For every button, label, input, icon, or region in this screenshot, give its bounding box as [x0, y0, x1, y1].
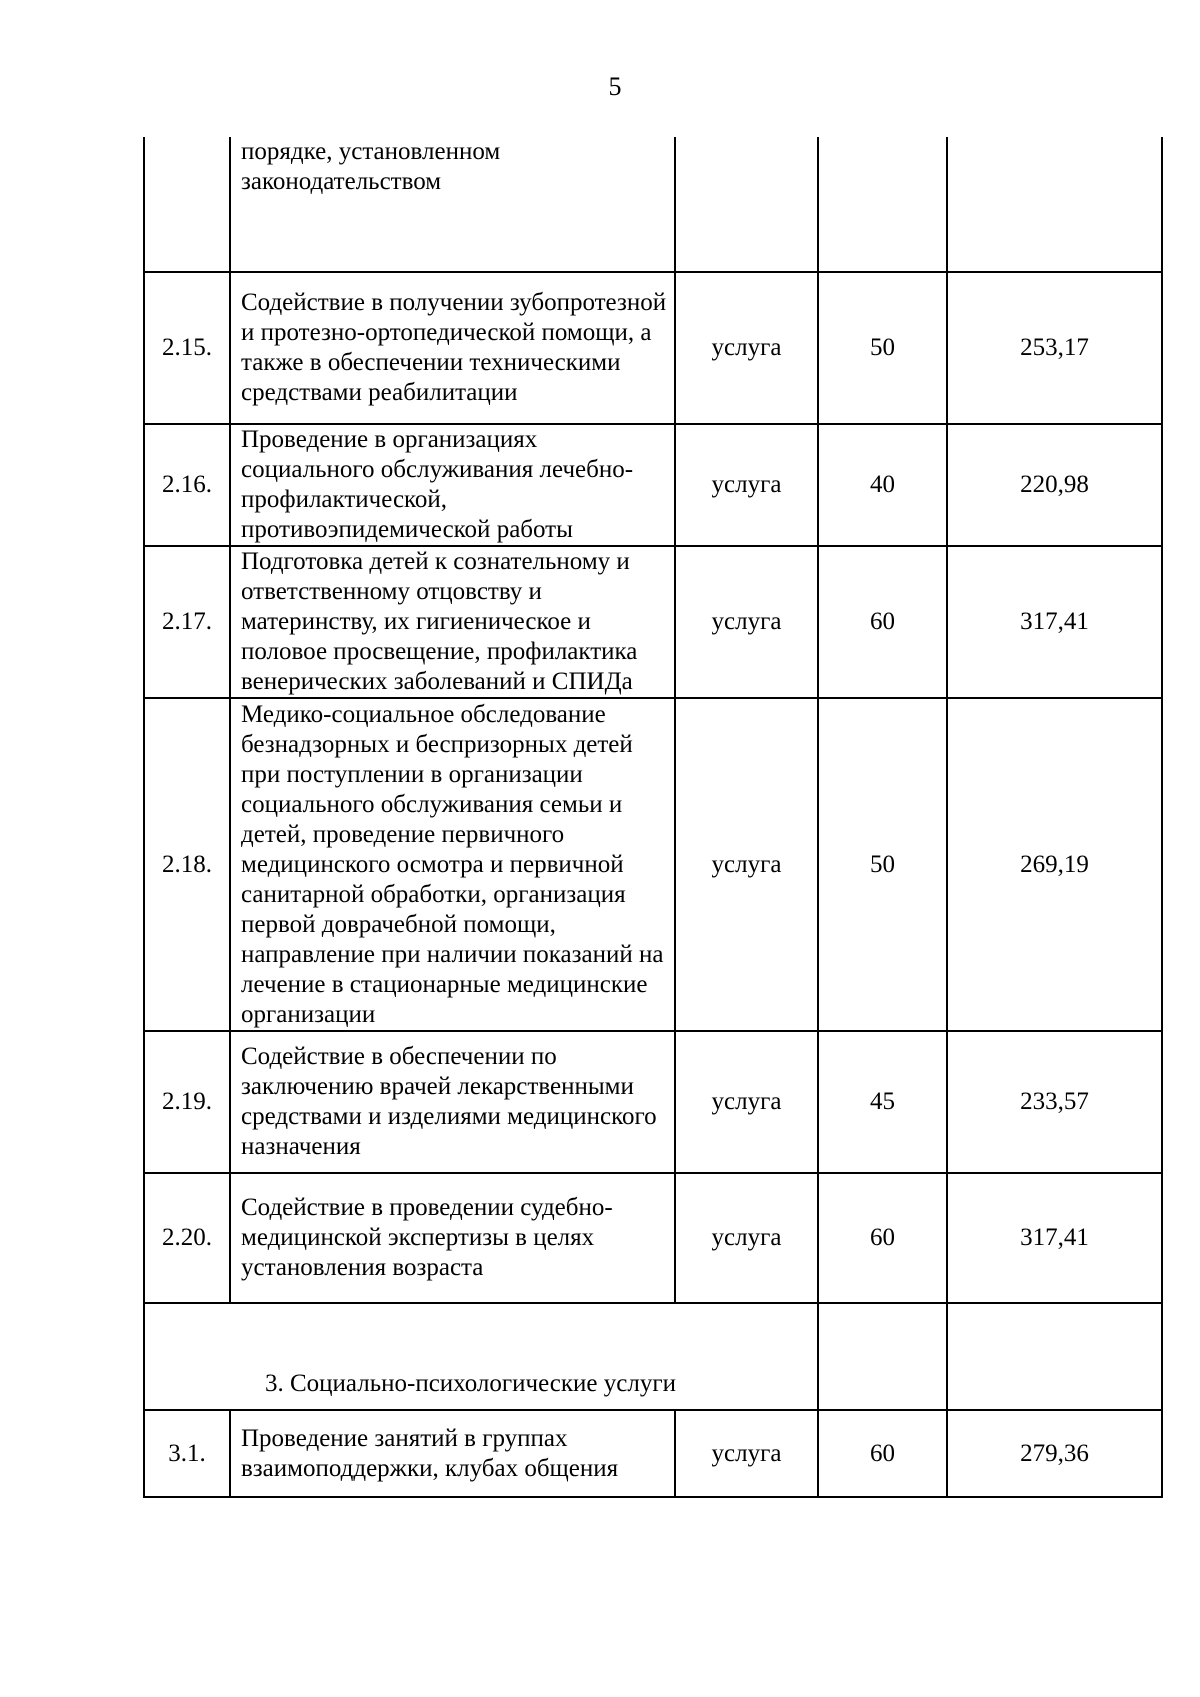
cell-time: 45	[818, 1031, 947, 1173]
cell-unit: услуга	[675, 698, 818, 1031]
cell-price: 233,57	[947, 1031, 1162, 1173]
cell-service-name: Проведение занятий в группах взаимоподдержки, клубах общения	[230, 1410, 675, 1497]
cell-unit: услуга	[675, 546, 818, 698]
cell-price: 317,41	[947, 546, 1162, 698]
cell-number: 2.20.	[144, 1173, 230, 1303]
cell-price	[947, 137, 1162, 272]
cell-price: 317,41	[947, 1173, 1162, 1303]
cell-time: 40	[818, 424, 947, 546]
table-row-continued	[144, 137, 1162, 272]
cell-service-name: порядке, установленном законодательством	[230, 137, 675, 272]
cell-unit: услуга	[675, 1031, 818, 1173]
cell-time: 60	[818, 1410, 947, 1497]
cell-service-name: Медико-социальное обследование безнадзорных и беспризорных детей при поступлении в организации социального обслуживания семьи и детей, проведение первичного медицинского осмотра и первичной санитарной обработки, организация первой доврачебной помощи, направление при наличии показаний на лечение в стационарные медицинские организации	[230, 698, 675, 1031]
cell-number: 2.16.	[144, 424, 230, 546]
cell-service-name: Содействие в обеспечении по заключению врачей лекарственными средствами и изделиями медицинского назначения	[230, 1031, 675, 1173]
cell-price	[947, 1303, 1162, 1410]
cell-number: 3.1.	[144, 1410, 230, 1497]
cell-unit	[675, 137, 818, 272]
section-header-row	[144, 1303, 1162, 1410]
cell-unit: услуга	[675, 1410, 818, 1497]
section-title: 3. Социально-психологические услуги	[144, 1303, 818, 1410]
services-table	[143, 137, 1163, 1498]
cell-time	[818, 1303, 947, 1410]
cell-number: 2.19.	[144, 1031, 230, 1173]
cell-price: 279,36	[947, 1410, 1162, 1497]
cell-service-name: Подготовка детей к сознательному и ответственному отцовству и материнству, их гигиеническое и половое просвещение, профилактика венерических заболеваний и СПИДа	[230, 546, 675, 698]
cell-unit: услуга	[675, 1173, 818, 1303]
cell-service-name: Содействие в получении зубопротезной и протезно-ортопедической помощи, а также в обеспечении техническими средствами реабилитации	[230, 272, 675, 424]
cell-time	[818, 137, 947, 272]
cell-unit: услуга	[675, 272, 818, 424]
cell-number: 2.18.	[144, 698, 230, 1031]
cell-number	[144, 137, 230, 272]
cell-price: 253,17	[947, 272, 1162, 424]
table-row-2-19	[144, 1031, 1162, 1173]
table-row-2-15	[144, 272, 1162, 424]
cell-time: 60	[818, 1173, 947, 1303]
page-number: 5	[608, 72, 622, 101]
cell-service-name: Проведение в организациях социального обслуживания лечебно-профилактической, противоэпидемической работы	[230, 424, 675, 546]
cell-time: 60	[818, 546, 947, 698]
table-row-2-17	[144, 546, 1162, 698]
cell-time: 50	[818, 698, 947, 1031]
cell-time: 50	[818, 272, 947, 424]
cell-number: 2.15.	[144, 272, 230, 424]
table-row-2-18	[144, 698, 1162, 1031]
cell-price: 269,19	[947, 698, 1162, 1031]
cell-number: 2.17.	[144, 546, 230, 698]
cell-service-name: Содействие в проведении судебно-медицинской экспертизы в целях установления возраста	[230, 1173, 675, 1303]
table-row-2-20	[144, 1173, 1162, 1303]
cell-price: 220,98	[947, 424, 1162, 546]
table-row-3-1	[144, 1410, 1162, 1497]
cell-unit: услуга	[675, 424, 818, 546]
table-row-2-16	[144, 424, 1162, 546]
